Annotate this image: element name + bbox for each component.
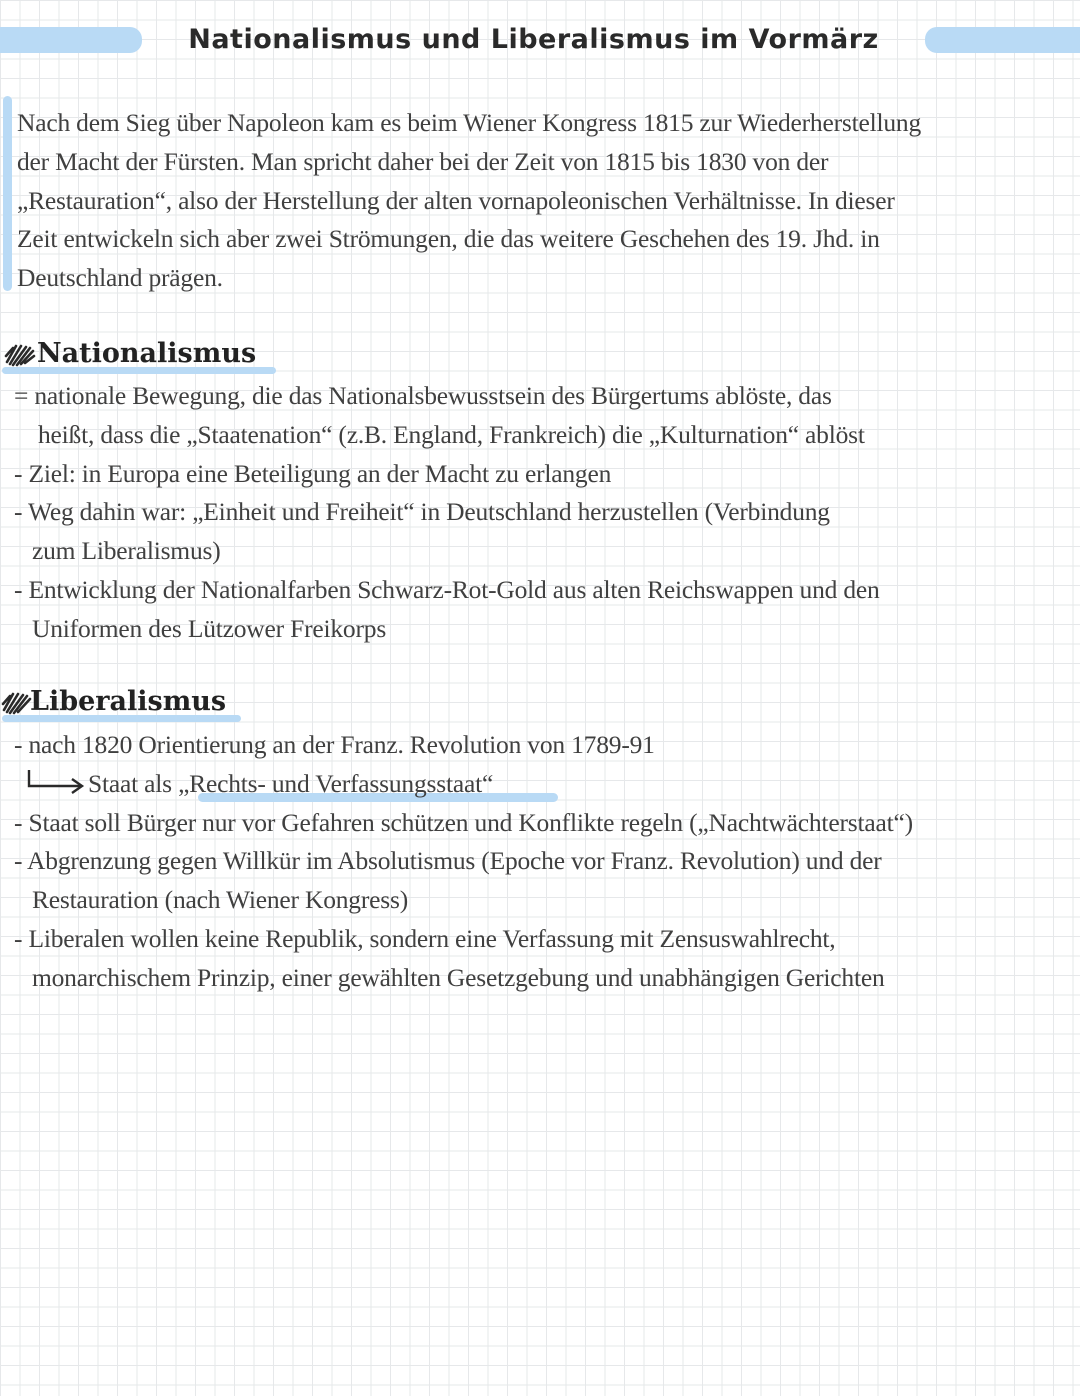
section-heading-nationalismus <box>37 338 256 369</box>
intro-line: der Macht der Fürsten. Man spricht daher bei der Zeit von 1815 bis 1830 von der <box>17 146 829 176</box>
list-item: - Staat soll Bürger nur vor Gefahren schützen und Konflikte regeln („Nachtwächterstaat“) <box>14 807 913 837</box>
list-item: heißt, dass die „Staatenation“ (z.B. England, Frankreich) die „Kulturnation“ ablöst <box>38 419 865 449</box>
intro-accent-bar <box>3 96 12 291</box>
list-item: monarchischem Prinzip, einer gewählten Gesetzgebung und unabhängigen Gerichten <box>32 962 885 992</box>
section-heading-liberalismus <box>30 686 226 717</box>
scribble-icon <box>4 342 36 368</box>
list-item: - Weg dahin war: „Einheit und Freiheit“ in Deutschland herzustellen (Verbindung <box>14 497 830 527</box>
section-body-liberalismus <box>14 726 1074 998</box>
title-accent-left <box>0 27 142 53</box>
intro-line: Deutschland prägen. <box>17 263 223 293</box>
list-item-arrow <box>14 765 1074 804</box>
section-body-nationalismus <box>14 377 1074 649</box>
corner-arrow-icon <box>26 768 88 794</box>
list-item: = nationale Bewegung, die das Nationalsbewusstsein des Bürgertums ablöste, das <box>14 381 832 410</box>
intro-line: Nach dem Sieg über Napoleon kam es beim Wiener Kongress 1815 zur Wiederherstellung <box>17 108 922 137</box>
list-item: Restauration (nach Wiener Kongress) <box>32 885 408 915</box>
list-item: - Ziel: in Europa eine Beteiligung an der Macht zu erlangen <box>14 458 612 488</box>
list-item-text: Staat als „Rechts- und Verfassungsstaat“ <box>88 768 494 798</box>
list-item: - nach 1820 Orientierung an der Franz. Revolution von 1789-91 <box>14 730 655 759</box>
list-item: - Abgrenzung gegen Willkür im Absolutismus (Epoche vor Franz. Revolution) und der <box>14 846 882 876</box>
title-accent-right <box>925 27 1080 53</box>
intro-paragraph <box>17 104 1067 298</box>
section-heading-label: Liberalismus <box>30 686 227 717</box>
intro-line: „Restauration“, also der Herstellung der alten vornapoleonischen Verhältnisse. In dieser <box>17 185 895 215</box>
page-title: Nationalismus und Liberalismus im Vormärz <box>188 24 879 55</box>
list-item: - Entwicklung der Nationalfarben Schwarz-Rot-Gold aus alten Reichswappen und den <box>14 574 880 604</box>
intro-line: Zeit entwickeln sich aber zwei Strömungen, die das weitere Geschehen des 19. Jhd. in <box>17 224 880 254</box>
scribble-icon <box>1 690 33 716</box>
list-item: Uniformen des Lützower Freikorps <box>32 613 387 643</box>
list-item: zum Liberalismus) <box>32 536 221 566</box>
section-heading-label: Nationalismus <box>37 338 257 369</box>
list-item: - Liberalen wollen keine Republik, sondern eine Verfassung mit Zensuswahlrecht, <box>14 923 836 953</box>
